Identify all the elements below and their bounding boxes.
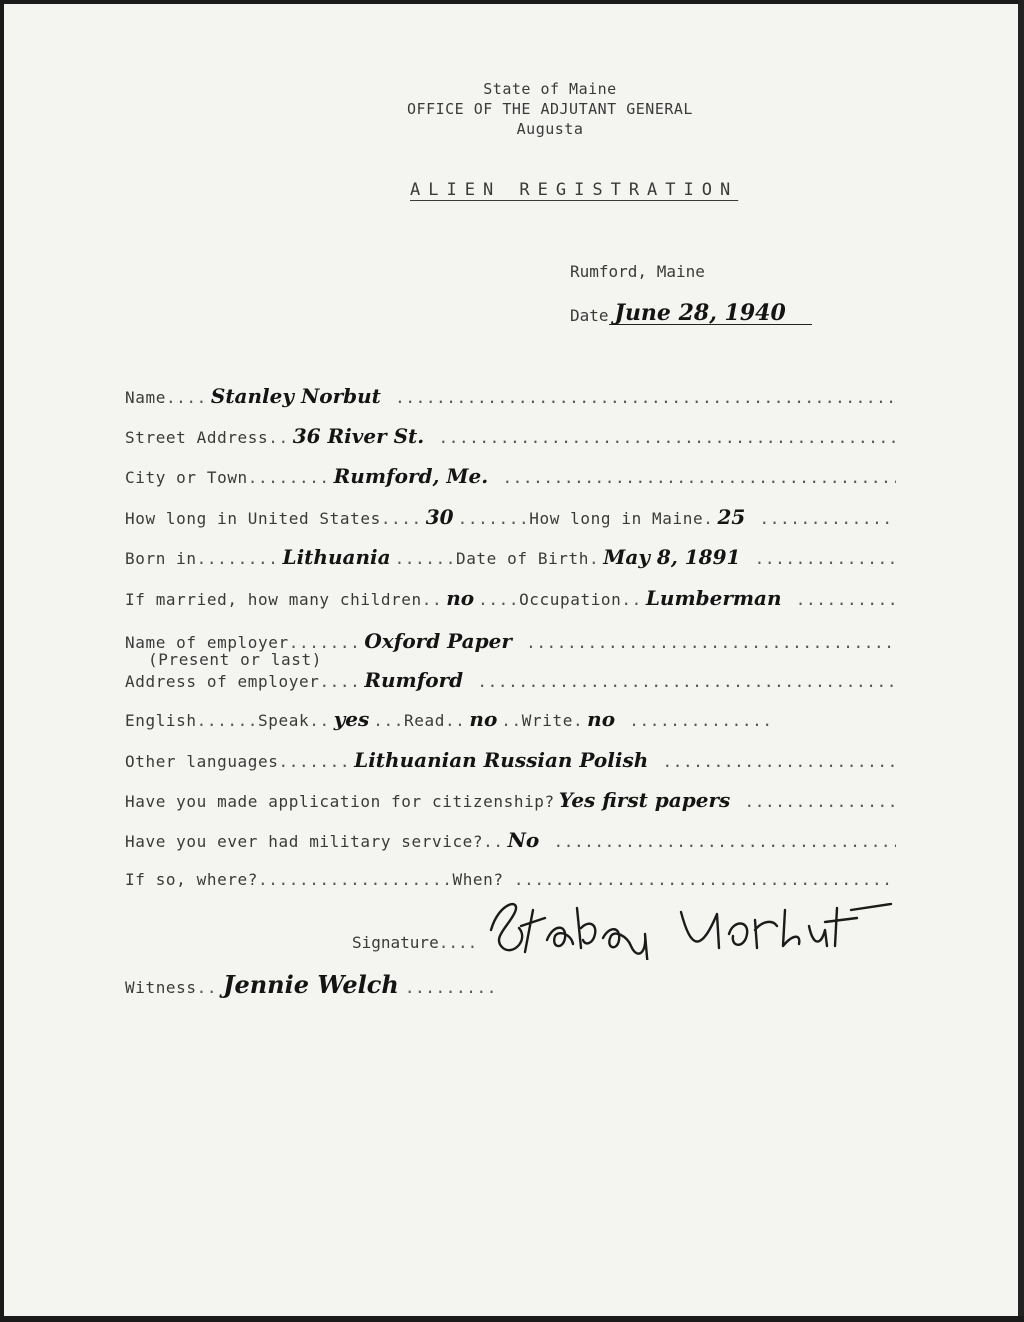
employer-address-value: Rumford (364, 668, 464, 692)
children-value: no (446, 586, 475, 610)
english-line: English......Speak.. yes ...Read.. no ..Write. no ..... (125, 706, 774, 732)
employer-label: Name of employer (125, 633, 289, 652)
languages-line: Other languages....... Lithuanian Russian Polish ..... (125, 747, 896, 773)
witness-line: Witness .. Jennie Welch ......... (125, 970, 497, 999)
occupation-label: Occupation (519, 590, 622, 609)
street-value: 36 River St. (292, 424, 425, 448)
scan-border-top (0, 0, 1024, 4)
read-label: Read (404, 711, 445, 730)
employer-line: Name of employer....... Oxford Paper ..... (125, 628, 896, 654)
citizenship-label: Have you made application for citizenship? (125, 792, 555, 811)
years-maine-value: 25 (717, 505, 746, 529)
languages-label: Other languages (125, 752, 279, 771)
scan-border-left (0, 0, 4, 1322)
dob-label: Date of Birth (455, 549, 589, 568)
name-value: Stanley Norbut (210, 384, 381, 408)
city-heading: Augusta (516, 120, 584, 138)
service-where-line: If so, where?...................When? ..... (125, 867, 896, 893)
place-line: Rumford, Maine (570, 262, 705, 281)
residence-line: How long in United States.... 30 .......How long in Maine. 25 ..... (125, 504, 896, 530)
write-value: no (587, 707, 616, 731)
signature-line: Signature .... (352, 890, 901, 952)
witness-value: Jennie Welch (223, 970, 399, 999)
family-line: If married, how many children.. no ....Occupation.. Lumberman ..... (125, 585, 896, 611)
write-label: Write (521, 711, 573, 730)
occupation-value: Lumberman (645, 586, 782, 610)
citizenship-line (125, 787, 896, 813)
witness-label: Witness (125, 978, 197, 997)
signature-label: Signature (352, 933, 439, 952)
children-label: If married, how many children (125, 590, 422, 609)
scan-border-right (1018, 0, 1024, 1322)
read-value: no (469, 707, 498, 731)
speak-value: yes (333, 707, 370, 731)
name-line: Name.... Stanley Norbut ..... (125, 383, 896, 409)
citizenship-value: Yes first papers (558, 788, 731, 812)
years-maine-label: How long in Maine (529, 509, 704, 528)
employer-address-line: Address of employer.... Rumford ..... (125, 667, 896, 693)
when-label: When? (452, 870, 504, 889)
date-line (570, 302, 812, 325)
employer-note: (Present or last) (148, 650, 322, 669)
employer-value: Oxford Paper (364, 629, 512, 653)
street-line: Street Address.. 36 River St. ..... (125, 423, 896, 449)
form-title: ALIEN REGISTRATION (410, 180, 739, 200)
city-label: City or Town (125, 468, 248, 487)
date-value: June 28, 1940 (609, 302, 812, 325)
name-label: Name (125, 388, 166, 407)
military-label: Have you ever had military service? (125, 832, 484, 851)
street-label: Street Address (125, 428, 269, 447)
military-line: Have you ever had military service?.. No ..... (125, 827, 896, 853)
employer-address-label: Address of employer (125, 672, 320, 691)
languages-value: Lithuanian Russian Polish (354, 748, 649, 772)
military-value: No (507, 828, 540, 852)
born-in-label: Born in (125, 549, 197, 568)
signature-image (481, 890, 901, 960)
years-us-label: How long in United States (125, 509, 381, 528)
birth-line: Born in........ Lithuania ......Date of Birth. May 8, 1891 ..... (125, 544, 896, 570)
scan-border-bottom (0, 1316, 1024, 1322)
office-heading: OFFICE OF THE ADJUTANT GENERAL (407, 100, 693, 118)
date-label: Date (570, 306, 609, 325)
english-label: English (125, 711, 197, 730)
city-value: Rumford, Me. (333, 464, 489, 488)
city-line: City or Town........ Rumford, Me. ..... (125, 463, 896, 489)
state-heading: State of Maine (483, 80, 617, 98)
speak-label: Speak (258, 711, 310, 730)
born-in-value: Lithuania (282, 545, 391, 569)
dob-value: May 8, 1891 (603, 545, 741, 569)
where-label: If so, where? (125, 870, 259, 889)
years-us-value: 30 (425, 505, 454, 529)
